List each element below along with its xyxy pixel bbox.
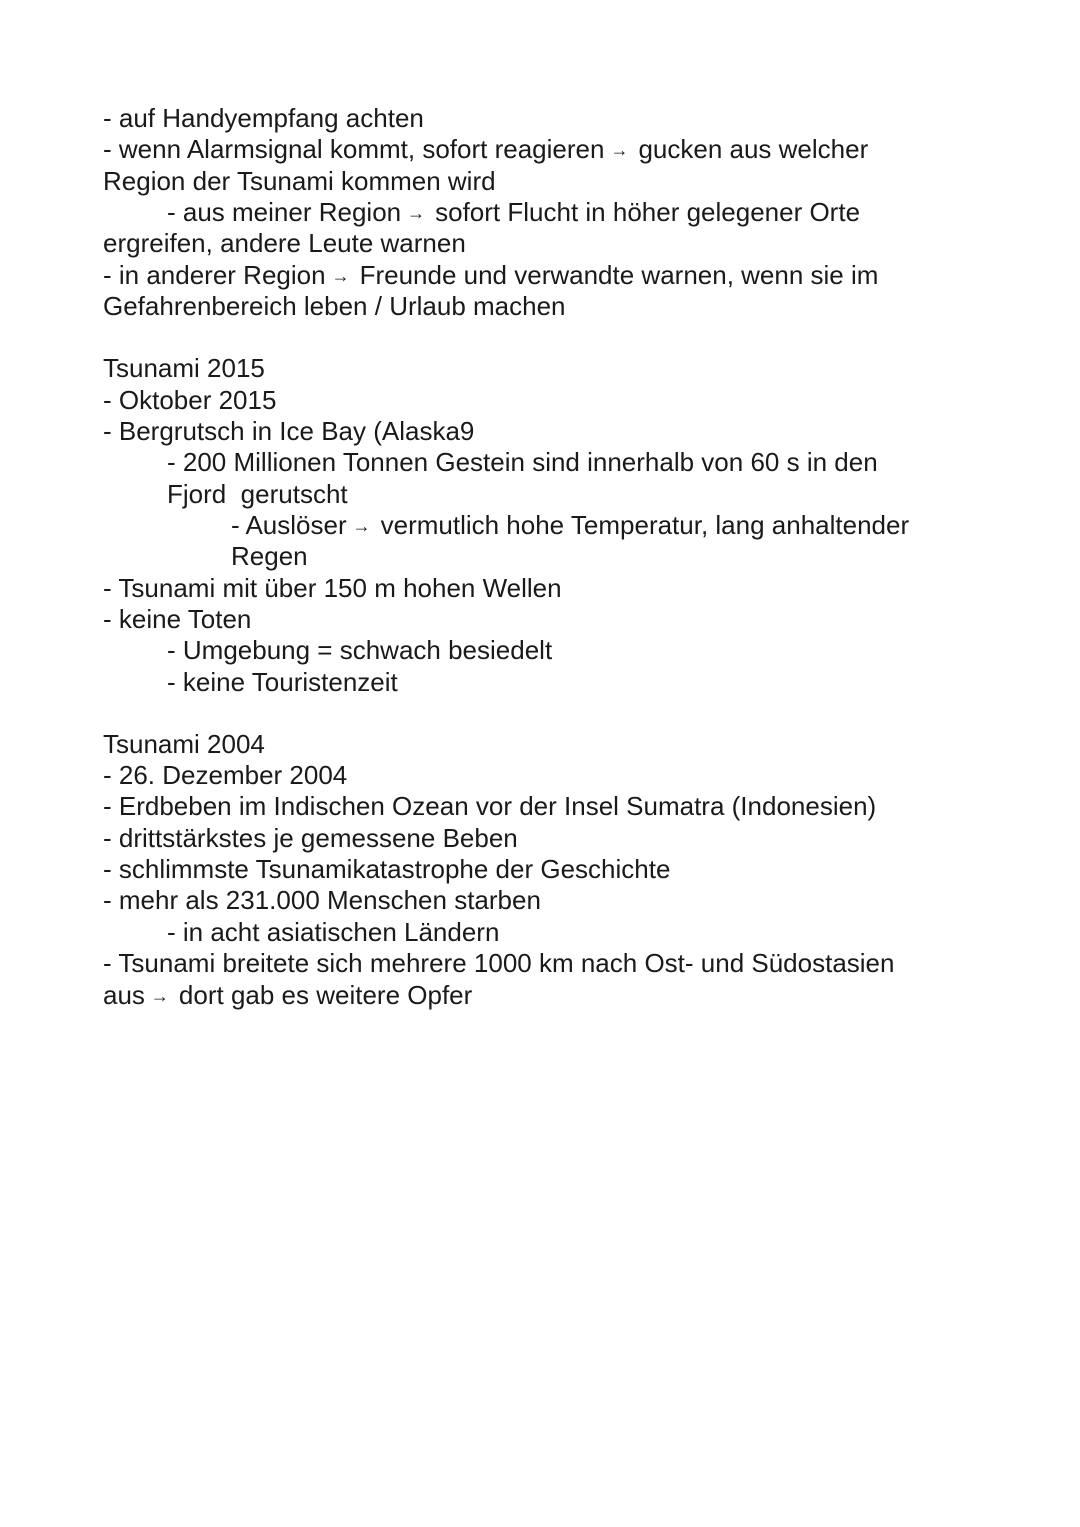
line-text: sofort Flucht in höher gelegener Orte [435,197,861,227]
section-heading [103,729,265,760]
arrow-icon: → [331,266,350,286]
text-line [103,791,876,822]
text-line [103,166,496,197]
text-line [103,854,670,885]
line-text: - mehr als 231.000 Menschen starben [103,885,541,915]
text-line [167,447,878,478]
text-line [103,103,424,134]
text-line [103,760,347,791]
text-line [167,197,860,229]
text-line [103,134,868,166]
line-text: - keine Touristenzeit [167,667,398,697]
line-text: - 26. Dezember 2004 [103,760,348,790]
arrow-icon: → [150,986,169,1006]
line-text: - Tsunami mit über 150 m hohen Wellen [103,573,562,603]
line-text: - Auslöser [231,510,347,540]
line-text: - wenn Alarmsignal kommt, sofort reagieren [103,134,605,164]
line-text: gucken aus welcher [638,134,869,164]
line-text: dort gab es weitere Opfer [178,980,473,1010]
section-heading [103,353,265,384]
line-text: - Umgebung = schwach besiedelt [167,635,553,665]
line-text: - schlimmste Tsunamikatastrophe der Geschichte [103,854,671,884]
heading-text: Tsunami 2004 [103,729,265,759]
text-line [103,260,878,292]
heading-text: Tsunami 2015 [103,353,265,383]
line-text: - aus meiner Region [167,197,402,227]
line-text: - keine Toten [103,604,252,634]
text-line [167,479,348,510]
text-line [231,541,308,572]
text-line [103,416,474,447]
line-text: aus [103,980,145,1010]
arrow-icon: → [352,516,371,536]
line-text: - 200 Millionen Tonnen Gestein sind innerhalb von 60 s in den [167,447,878,477]
line-text: Freunde und verwandte warnen, wenn sie im [359,260,879,290]
text-line [167,635,552,666]
text-line [103,604,251,635]
line-text: vermutlich hohe Temperatur, lang anhaltender [380,510,910,540]
line-text: - drittstärkstes je gemessene Beben [103,823,518,853]
line-text: Fjord gerutscht [167,479,348,509]
arrow-icon: → [407,203,426,223]
text-line [231,510,909,542]
text-line [103,823,518,854]
text-line [103,573,562,604]
text-line [103,980,472,1012]
line-text: - Oktober 2015 [103,385,277,415]
text-line [103,291,566,322]
line-text: - in acht asiatischen Ländern [167,917,500,947]
line-text: - Erdbeben im Indischen Ozean vor der Insel Sumatra (Indonesien) [103,791,877,821]
text-line [167,917,499,948]
text-line [167,667,398,698]
line-text: - in anderer Region [103,260,326,290]
line-text: - Tsunami breitete sich mehrere 1000 km nach Ost- und Südostasien [103,948,895,978]
line-text: Gefahrenbereich leben / Urlaub machen [103,291,566,321]
line-text: - auf Handyempfang achten [103,103,424,133]
text-line [103,228,466,259]
line-text: Region der Tsunami kommen wird [103,166,496,196]
line-text: - Bergrutsch in Ice Bay (Alaska9 [103,416,475,446]
arrow-icon: → [610,140,629,160]
line-text: ergreifen, andere Leute warnen [103,228,466,258]
line-text: Regen [231,541,308,571]
text-line [103,948,894,979]
text-line [103,385,276,416]
text-line [103,885,541,916]
